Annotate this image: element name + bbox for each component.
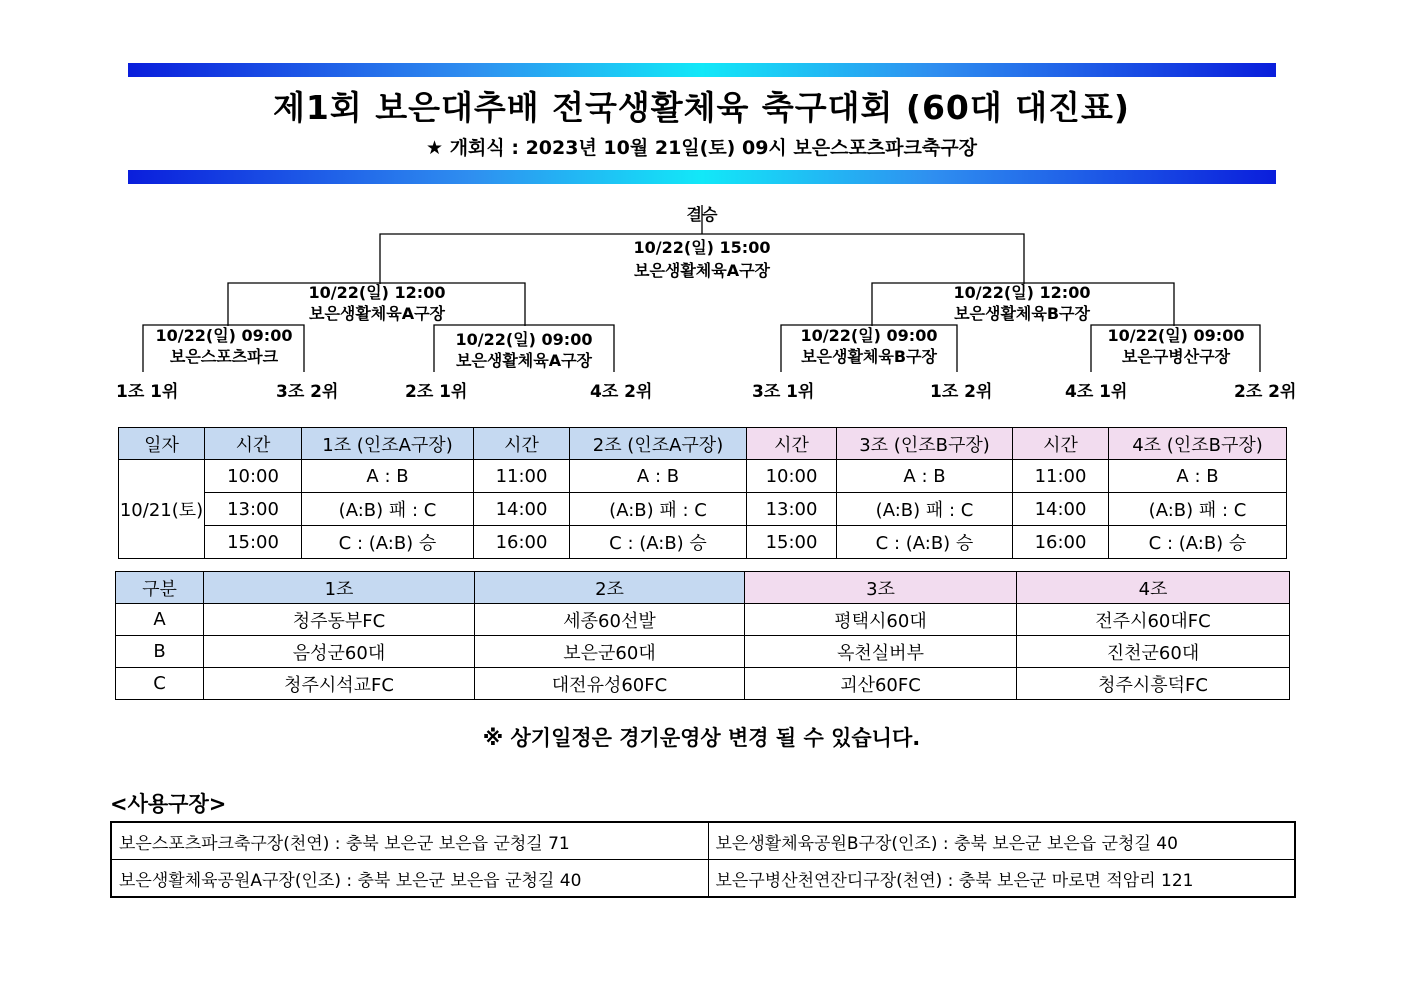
team-slot: 2조 2위 bbox=[1234, 382, 1297, 402]
venue-item: 보은생활체육공원B구장(인조) : 충북 보은군 보은읍 군청길 40 bbox=[708, 822, 1295, 860]
table-cell: C bbox=[116, 668, 204, 700]
page-title: 제1회 보은대추배 전국생활체육 축구대회 (60대 대진표) bbox=[273, 88, 1130, 127]
col-header: 시간 bbox=[1013, 428, 1109, 460]
table-cell: 평택시60대 bbox=[745, 604, 1017, 636]
table-cell: 10:00 bbox=[747, 460, 837, 493]
final-venue: 보은생활체육A구장 bbox=[633, 261, 771, 280]
table-cell: 15:00 bbox=[747, 526, 837, 559]
table-row bbox=[111, 822, 1295, 860]
team-slot: 4조 1위 bbox=[1065, 382, 1128, 402]
table-row bbox=[111, 860, 1295, 898]
table-cell: 10:00 bbox=[205, 460, 302, 493]
table-cell: (A:B) 패 : C bbox=[570, 493, 747, 526]
venues-heading: <사용구장> bbox=[110, 792, 227, 816]
table-cell: 보은군60대 bbox=[475, 636, 745, 668]
semi-left-time: 10/22(일) 12:00 bbox=[308, 283, 446, 302]
table-cell: C : (A:B) 승 bbox=[837, 526, 1013, 559]
table-cell: 진천군60대 bbox=[1017, 636, 1290, 668]
qf4-time: 10/22(일) 09:00 bbox=[1107, 326, 1245, 345]
table-row bbox=[116, 668, 1290, 700]
table-cell: 옥천실버부 bbox=[745, 636, 1017, 668]
schedule-header-row bbox=[119, 428, 1287, 460]
final-label: 결승 bbox=[686, 205, 718, 224]
col-header: 시간 bbox=[474, 428, 570, 460]
table-cell: A : B bbox=[837, 460, 1013, 493]
table-cell: A bbox=[116, 604, 204, 636]
table-cell: (A:B) 패 : C bbox=[302, 493, 474, 526]
table-cell: 13:00 bbox=[205, 493, 302, 526]
qf1-venue: 보은스포츠파크 bbox=[169, 347, 279, 366]
table-cell: 음성군60대 bbox=[204, 636, 475, 668]
table-cell: 14:00 bbox=[474, 493, 570, 526]
venue-item: 보은생활체육공원A구장(인조) : 충북 보은군 보은읍 군청길 40 bbox=[111, 860, 708, 898]
team-slot: 4조 2위 bbox=[590, 382, 653, 402]
table-cell: 16:00 bbox=[1013, 526, 1109, 559]
table-row bbox=[116, 604, 1290, 636]
col-header: 3조 (인조B구장) bbox=[837, 428, 1013, 460]
col-header: 4조 (인조B구장) bbox=[1109, 428, 1287, 460]
semi-right-venue: 보은생활체육B구장 bbox=[954, 304, 1090, 323]
col-header: 4조 bbox=[1017, 572, 1290, 604]
table-cell: A : B bbox=[570, 460, 747, 493]
team-slot: 2조 1위 bbox=[405, 382, 468, 402]
table-cell: 대전유성60FC bbox=[475, 668, 745, 700]
col-header: 3조 bbox=[745, 572, 1017, 604]
venues-table bbox=[110, 821, 1296, 898]
table-cell: 청주시석교FC bbox=[204, 668, 475, 700]
table-cell: 11:00 bbox=[1013, 460, 1109, 493]
groups-table bbox=[115, 571, 1290, 700]
final-time: 10/22(일) 15:00 bbox=[633, 238, 771, 257]
qf2-venue: 보은생활체육A구장 bbox=[455, 351, 593, 370]
table-cell: A : B bbox=[1109, 460, 1287, 493]
table-cell: 14:00 bbox=[1013, 493, 1109, 526]
qf1-time: 10/22(일) 09:00 bbox=[155, 326, 293, 345]
groups-header-row bbox=[116, 572, 1290, 604]
qf4-venue: 보은구병산구장 bbox=[1121, 347, 1231, 366]
table-cell: 청주시흥덕FC bbox=[1017, 668, 1290, 700]
table-cell: 청주동부FC bbox=[204, 604, 475, 636]
table-row bbox=[119, 526, 1287, 559]
table-cell: A : B bbox=[302, 460, 474, 493]
col-header: 1조 (인조A구장) bbox=[302, 428, 474, 460]
table-cell: (A:B) 패 : C bbox=[1109, 493, 1287, 526]
table-cell: 세종60선발 bbox=[475, 604, 745, 636]
table-cell: 16:00 bbox=[474, 526, 570, 559]
table-row bbox=[119, 493, 1287, 526]
team-slot: 3조 2위 bbox=[276, 382, 339, 402]
schedule-change-notice: ※ 상기일정은 경기운영상 변경 될 수 있습니다. bbox=[482, 726, 921, 750]
table-cell: 괴산60FC bbox=[745, 668, 1017, 700]
table-row bbox=[116, 636, 1290, 668]
table-cell: C : (A:B) 승 bbox=[1109, 526, 1287, 559]
qf3-venue: 보은생활체육B구장 bbox=[801, 347, 937, 366]
table-cell: (A:B) 패 : C bbox=[837, 493, 1013, 526]
venue-item: 보은스포츠파크축구장(천연) : 충북 보은군 보은읍 군청길 71 bbox=[111, 822, 708, 860]
semi-left-venue: 보은생활체육A구장 bbox=[308, 304, 446, 323]
qf2-time: 10/22(일) 09:00 bbox=[455, 330, 593, 349]
team-slot: 1조 1위 bbox=[116, 382, 179, 402]
table-cell: 15:00 bbox=[205, 526, 302, 559]
venue-item: 보은구병산천연잔디구장(천연) : 충북 보은군 마로면 적암리 121 bbox=[708, 860, 1295, 898]
col-header: 1조 bbox=[204, 572, 475, 604]
table-cell: 전주시60대FC bbox=[1017, 604, 1290, 636]
table-row bbox=[119, 460, 1287, 493]
schedule-date: 10/21(토) bbox=[119, 460, 205, 559]
table-cell: C : (A:B) 승 bbox=[302, 526, 474, 559]
col-header: 일자 bbox=[119, 428, 205, 460]
table-cell: C : (A:B) 승 bbox=[570, 526, 747, 559]
table-cell: B bbox=[116, 636, 204, 668]
table-cell: 13:00 bbox=[747, 493, 837, 526]
schedule-table bbox=[118, 427, 1287, 559]
col-header: 시간 bbox=[205, 428, 302, 460]
semi-right-time: 10/22(일) 12:00 bbox=[953, 283, 1091, 302]
col-header: 구분 bbox=[116, 572, 204, 604]
qf3-time: 10/22(일) 09:00 bbox=[800, 326, 938, 345]
table-cell: 11:00 bbox=[474, 460, 570, 493]
opening-ceremony-info: ★ 개회식 : 2023년 10월 21일(토) 09시 보은스포츠파크축구장 bbox=[426, 137, 977, 159]
col-header: 2조 (인조A구장) bbox=[570, 428, 747, 460]
team-slot: 1조 2위 bbox=[930, 382, 993, 402]
team-slot: 3조 1위 bbox=[752, 382, 815, 402]
col-header: 2조 bbox=[475, 572, 745, 604]
col-header: 시간 bbox=[747, 428, 837, 460]
